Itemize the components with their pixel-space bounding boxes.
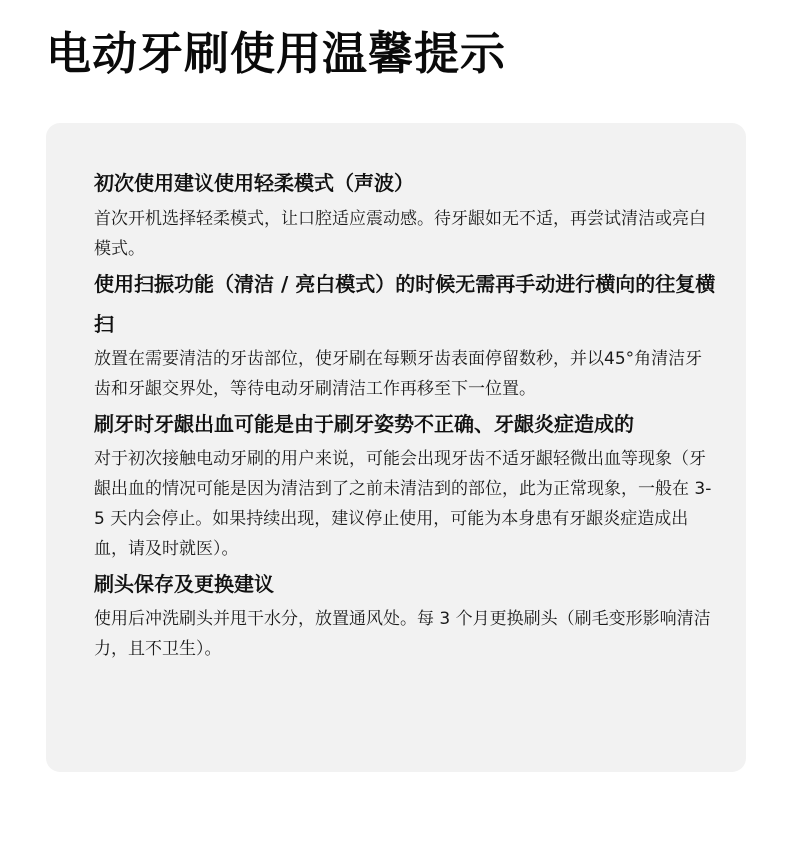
- section-body: 对于初次接触电动牙刷的用户来说，可能会出现牙齿不适牙龈轻微出血等现象（牙龈出血的情况可能是因为清洁到了之前未清洁到的部位，此为正常现象，一般在 3-5 天内会停止。如果持续出现，建议停止使用，可能为本身患有牙龈炎症造成出血，请及时就医）。: [94, 449, 712, 559]
- page-title: 电动牙刷使用温馨提示: [46, 27, 507, 80]
- tips-card: [46, 123, 746, 772]
- section-heading: 刷头保存及更换建议: [94, 572, 274, 596]
- section-heading: 初次使用建议使用轻柔模式（声波）: [94, 171, 414, 195]
- section-heading: 使用扫振功能（清洁 / 亮白模式）的时候无需再手动进行横向的往复横扫: [94, 272, 716, 336]
- tip-section-soft-mode: [94, 163, 716, 264]
- tip-section-gum-bleeding: [94, 404, 716, 564]
- tip-section-sweep-function: [94, 264, 716, 404]
- section-body: 首次开机选择轻柔模式，让口腔适应震动感。待牙龈如无不适，再尝试清洁或亮白模式。: [94, 209, 706, 259]
- section-body: 使用后冲洗刷头并甩干水分，放置通风处。每 3 个月更换刷头（刷毛变形影响清洁力，且不卫生）。: [94, 609, 711, 659]
- tip-section-brush-head-care: [94, 564, 716, 664]
- section-heading: 刷牙时牙龈出血可能是由于刷牙姿势不正确、牙龈炎症造成的: [94, 412, 634, 436]
- section-body: 放置在需要清洁的牙齿部位，使牙刷在每颗牙齿表面停留数秒，并以45°角清洁牙齿和牙龈交界处，等待电动牙刷清洁工作再移至下一位置。: [94, 349, 703, 399]
